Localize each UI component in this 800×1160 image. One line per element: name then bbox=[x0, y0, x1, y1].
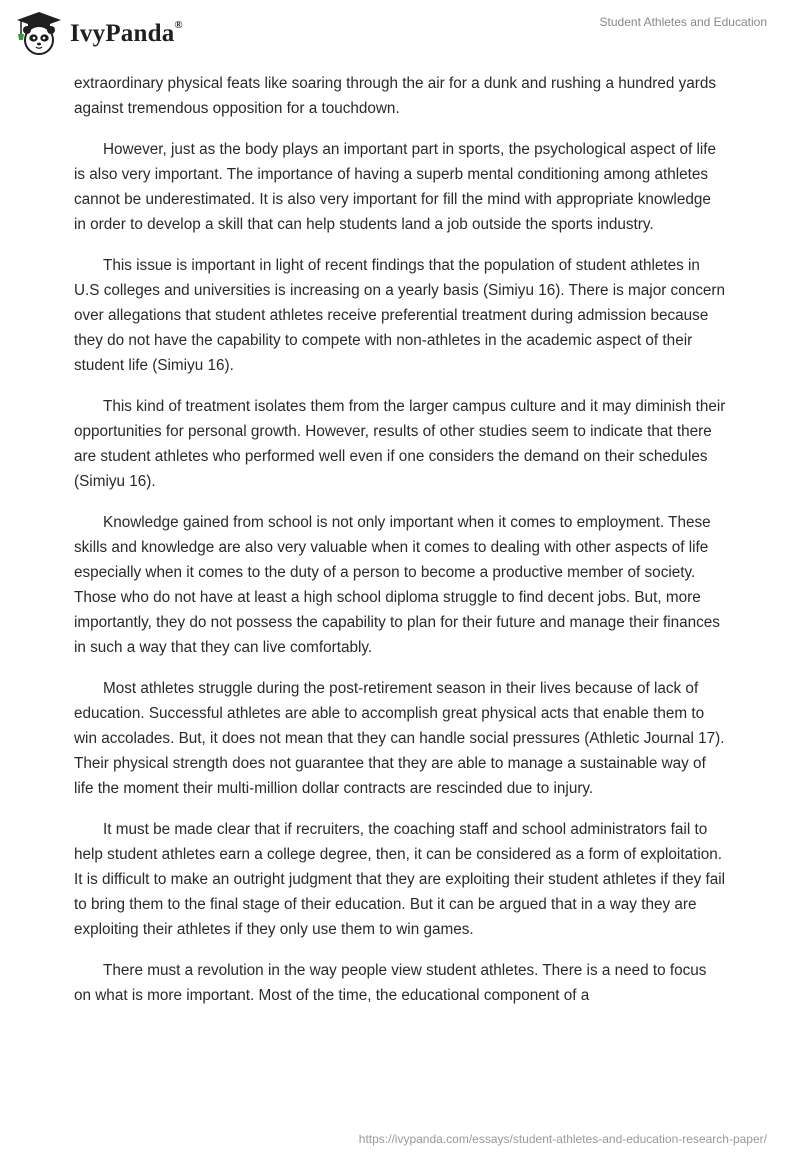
paragraph: This issue is important in light of recent findings that the population of student athletes in U.S colleges and universities is increasing on a yearly basis (Simiyu 16). There is major concern over allegations that student athletes receive preferential treatment during admission because they do not have the capability to compete with non-athletes in the academic aspect of their student life (Simiyu 16). bbox=[74, 257, 725, 374]
paragraph: Knowledge gained from school is not only important when it comes to employment. These skills and knowledge are also very valuable when it comes to dealing with other aspects of life especially when it comes to the duty of a person to become a productive member of society. Those who do not have at least a high school diploma struggle to find decent jobs. But, more importantly, they do not possess the capability to plan for their future and manage their finances in such a way that they can live comfortably. bbox=[74, 514, 720, 656]
source-url[interactable]: https://ivypanda.com/essays/student-athletes-and-education-research-paper/ bbox=[358, 1132, 767, 1146]
ivypanda-logo[interactable] bbox=[14, 8, 183, 58]
logo-text: IvyPanda® bbox=[70, 18, 183, 47]
paragraph: However, just as the body plays an important part in sports, the psychological aspect of life is also very important. The importance of having a superb mental conditioning among athletes cannot be underestimated. It is also very important for fill the mind with appropriate knowledge in order to develop a skill that can help students land a job outside the sports industry. bbox=[74, 141, 717, 233]
paragraph: There must a revolution in the way people view student athletes. There is a need to focus on what is more important. Most of the time, the educational component of a bbox=[74, 962, 707, 1004]
page-header bbox=[0, 0, 800, 70]
paragraph: This kind of treatment isolates them from the larger campus culture and it may diminish their opportunities for personal growth. However, results of other studies seem to indicate that there are student athletes who performed well even if one considers the demand on their schedules (Simiyu 16). bbox=[74, 398, 726, 490]
paragraph: extraordinary physical feats like soaring through the air for a dunk and rushing a hundred yards against tremendous opposition for a touchdown. bbox=[74, 75, 716, 117]
panda-graduate-icon bbox=[14, 10, 64, 56]
essay-body bbox=[74, 71, 726, 1024]
paragraph: Most athletes struggle during the post-retirement season in their lives because of lack of education. Successful athletes are able to accomplish great physical acts that enable them to win accolades. But, it does not mean that they can handle social pressures (Athletic Journal 17). Their physical strength does not guarantee that they are able to manage a sustainable way of life the moment their multi-million dollar contracts are rescinded due to injury. bbox=[74, 680, 725, 797]
paragraph: It must be made clear that if recruiters, the coaching staff and school administrators fail to help student athletes earn a college degree, then, it can be considered as a form of exploitation. It is difficult to make an outright judgment that they are exploiting their student athletes if they fail to bring them to the final stage of their education. But it can be argued that in a way they are exploiting their athletes if they only use them to win games. bbox=[74, 821, 726, 938]
document-title: Student Athletes and Education bbox=[599, 15, 767, 29]
